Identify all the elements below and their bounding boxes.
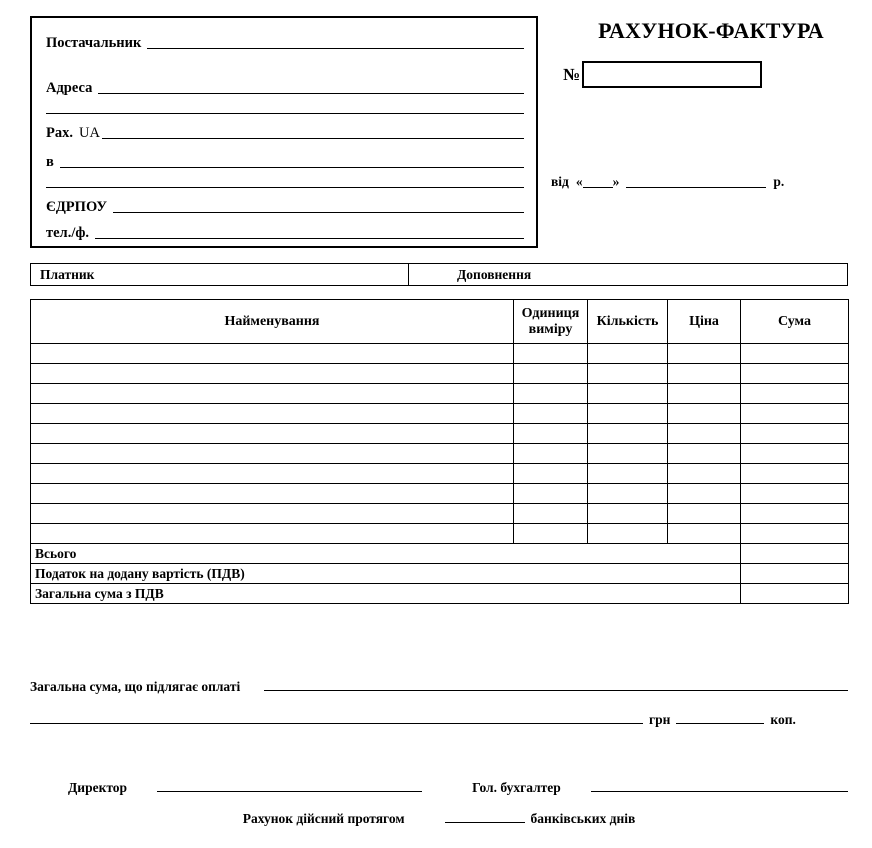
cell-unit[interactable] [514, 364, 588, 384]
validity-suffix-label: банківських днів [530, 811, 636, 826]
supplier-field-line[interactable] [95, 238, 524, 239]
cell-name[interactable] [31, 444, 514, 464]
cell-sum[interactable] [741, 404, 849, 424]
validity-days-input[interactable] [445, 822, 525, 823]
supplier-bank-line-2[interactable] [46, 187, 524, 188]
cell-name[interactable] [31, 424, 514, 444]
supplier-field-label: Постачальник [46, 35, 142, 51]
amount-in-words-input[interactable] [30, 723, 643, 724]
supplier-field-line[interactable] [147, 48, 524, 49]
total-row-vat [31, 564, 849, 584]
cell-price[interactable] [668, 364, 741, 384]
signature-row [30, 780, 848, 796]
items-table-header-row [31, 300, 849, 344]
supplier-details-box [30, 16, 538, 248]
items-table-body [31, 344, 849, 544]
supplier-field-line[interactable] [102, 138, 524, 139]
table-row [31, 404, 849, 424]
supplier-field-bank[interactable] [46, 149, 524, 171]
amount-in-words-row [30, 712, 848, 728]
supplier-field-line[interactable] [60, 167, 524, 168]
cell-name[interactable] [31, 364, 514, 384]
column-header-price: Ціна [668, 300, 741, 344]
date-prefix-label: від [551, 174, 569, 189]
addendum-cell[interactable] [409, 264, 847, 285]
cell-qty[interactable] [588, 424, 668, 444]
column-header-qty: Кількість [588, 300, 668, 344]
invoice-number-label: № [563, 64, 581, 84]
cell-unit[interactable] [514, 424, 588, 444]
cell-unit[interactable] [514, 404, 588, 424]
table-row [31, 424, 849, 444]
supplier-field-label: Адреса [46, 80, 93, 96]
page-title: РАХУНОК-ФАКТУРА [598, 18, 824, 43]
supplier-field-edrpou[interactable] [46, 194, 524, 216]
total-value[interactable] [741, 564, 849, 584]
cell-qty[interactable] [588, 464, 668, 484]
payer-addendum-strip [30, 263, 848, 286]
hryvnia-label: грн [649, 712, 671, 727]
cell-price[interactable] [668, 464, 741, 484]
date-day-input[interactable] [583, 187, 613, 188]
director-label: Директор [68, 780, 128, 795]
cell-unit[interactable] [514, 444, 588, 464]
cell-sum[interactable] [741, 444, 849, 464]
invoice-number-input[interactable] [582, 61, 762, 88]
iban-prefix: UA [78, 125, 100, 141]
cell-price[interactable] [668, 504, 741, 524]
supplier-field-rakhunok[interactable] [46, 120, 524, 142]
kopiyky-input[interactable] [676, 723, 764, 724]
cell-sum[interactable] [741, 384, 849, 404]
cell-qty[interactable] [588, 504, 668, 524]
cell-price[interactable] [668, 384, 741, 404]
validity-row [30, 811, 848, 827]
cell-price[interactable] [668, 424, 741, 444]
cell-qty[interactable] [588, 444, 668, 464]
cell-qty[interactable] [588, 364, 668, 384]
cell-unit[interactable] [514, 344, 588, 364]
cell-name[interactable] [31, 484, 514, 504]
payer-cell[interactable] [31, 264, 409, 285]
cell-sum[interactable] [741, 464, 849, 484]
table-row [31, 344, 849, 364]
column-header-unit: Одиниця виміру [514, 300, 588, 344]
items-table-header [31, 300, 849, 344]
cell-price[interactable] [668, 344, 741, 364]
cell-unit[interactable] [514, 384, 588, 404]
director-signature-input[interactable] [157, 791, 422, 792]
cell-qty[interactable] [588, 524, 668, 544]
cell-price[interactable] [668, 404, 741, 424]
total-value[interactable] [741, 584, 849, 604]
accountant-signature-input[interactable] [591, 791, 848, 792]
supplier-field-line[interactable] [98, 93, 524, 94]
table-row [31, 444, 849, 464]
addendum-label: Доповнення [457, 266, 532, 282]
cell-sum[interactable] [741, 424, 849, 444]
year-suffix-label: р. [773, 174, 785, 189]
cell-name[interactable] [31, 464, 514, 484]
accountant-label: Гол. бухгалтер [472, 780, 561, 795]
cell-name[interactable] [31, 384, 514, 404]
total-label: Загальна сума з ПДВ [31, 584, 741, 604]
table-row [31, 504, 849, 524]
supplier-field-label: в [46, 154, 54, 170]
table-row [31, 484, 849, 504]
cell-price[interactable] [668, 484, 741, 504]
supplier-field-telephone[interactable] [46, 220, 524, 242]
cell-qty[interactable] [588, 404, 668, 424]
total-label: Податок на додану вартість (ПДВ) [31, 564, 741, 584]
supplier-field-label: ЄДРПОУ [46, 199, 108, 215]
cell-name[interactable] [31, 344, 514, 364]
cell-name[interactable] [31, 524, 514, 544]
cell-qty[interactable] [588, 344, 668, 364]
supplier-field-line[interactable] [113, 212, 524, 213]
supplier-field-postachalnyk[interactable] [46, 30, 524, 52]
table-row [31, 364, 849, 384]
total-value[interactable] [741, 544, 849, 564]
column-header-name: Найменування [31, 300, 514, 344]
payable-total-input[interactable] [264, 690, 848, 691]
cell-unit[interactable] [514, 504, 588, 524]
cell-sum[interactable] [741, 344, 849, 364]
payable-total-row [30, 679, 848, 695]
supplier-field-label: Рах. [46, 125, 73, 141]
invoice-date-row [551, 174, 784, 190]
supplier-address-line-2[interactable] [46, 113, 524, 114]
supplier-field-label: тел./ф. [46, 225, 90, 241]
payer-label: Платник [40, 266, 95, 282]
column-header-sum: Сума [741, 300, 849, 344]
validity-prefix-label: Рахунок дійсний протягом [242, 811, 405, 826]
supplier-field-adresa[interactable] [46, 75, 524, 97]
table-row [31, 464, 849, 484]
cell-unit[interactable] [514, 484, 588, 504]
total-row-subtotal [31, 544, 849, 564]
items-table [30, 299, 849, 604]
invoice-number-row [563, 61, 762, 88]
kopiyky-label: коп. [770, 712, 796, 727]
cell-name[interactable] [31, 504, 514, 524]
cell-qty[interactable] [588, 484, 668, 504]
cell-unit[interactable] [514, 464, 588, 484]
date-month-year-input[interactable] [626, 187, 766, 188]
cell-name[interactable] [31, 404, 514, 424]
quote-close: » [612, 174, 620, 189]
cell-sum[interactable] [741, 364, 849, 384]
cell-price[interactable] [668, 444, 741, 464]
cell-qty[interactable] [588, 384, 668, 404]
cell-unit[interactable] [514, 524, 588, 544]
cell-sum[interactable] [741, 484, 849, 504]
total-row-grand [31, 584, 849, 604]
items-table-totals [31, 544, 849, 604]
quote-open: « [575, 174, 583, 189]
total-label: Всього [31, 544, 741, 564]
cell-price[interactable] [668, 524, 741, 544]
table-row [31, 384, 849, 404]
payable-total-label: Загальна сума, що підлягає оплаті [30, 679, 241, 694]
cell-sum[interactable] [741, 524, 849, 544]
cell-sum[interactable] [741, 504, 849, 524]
table-row [31, 524, 849, 544]
